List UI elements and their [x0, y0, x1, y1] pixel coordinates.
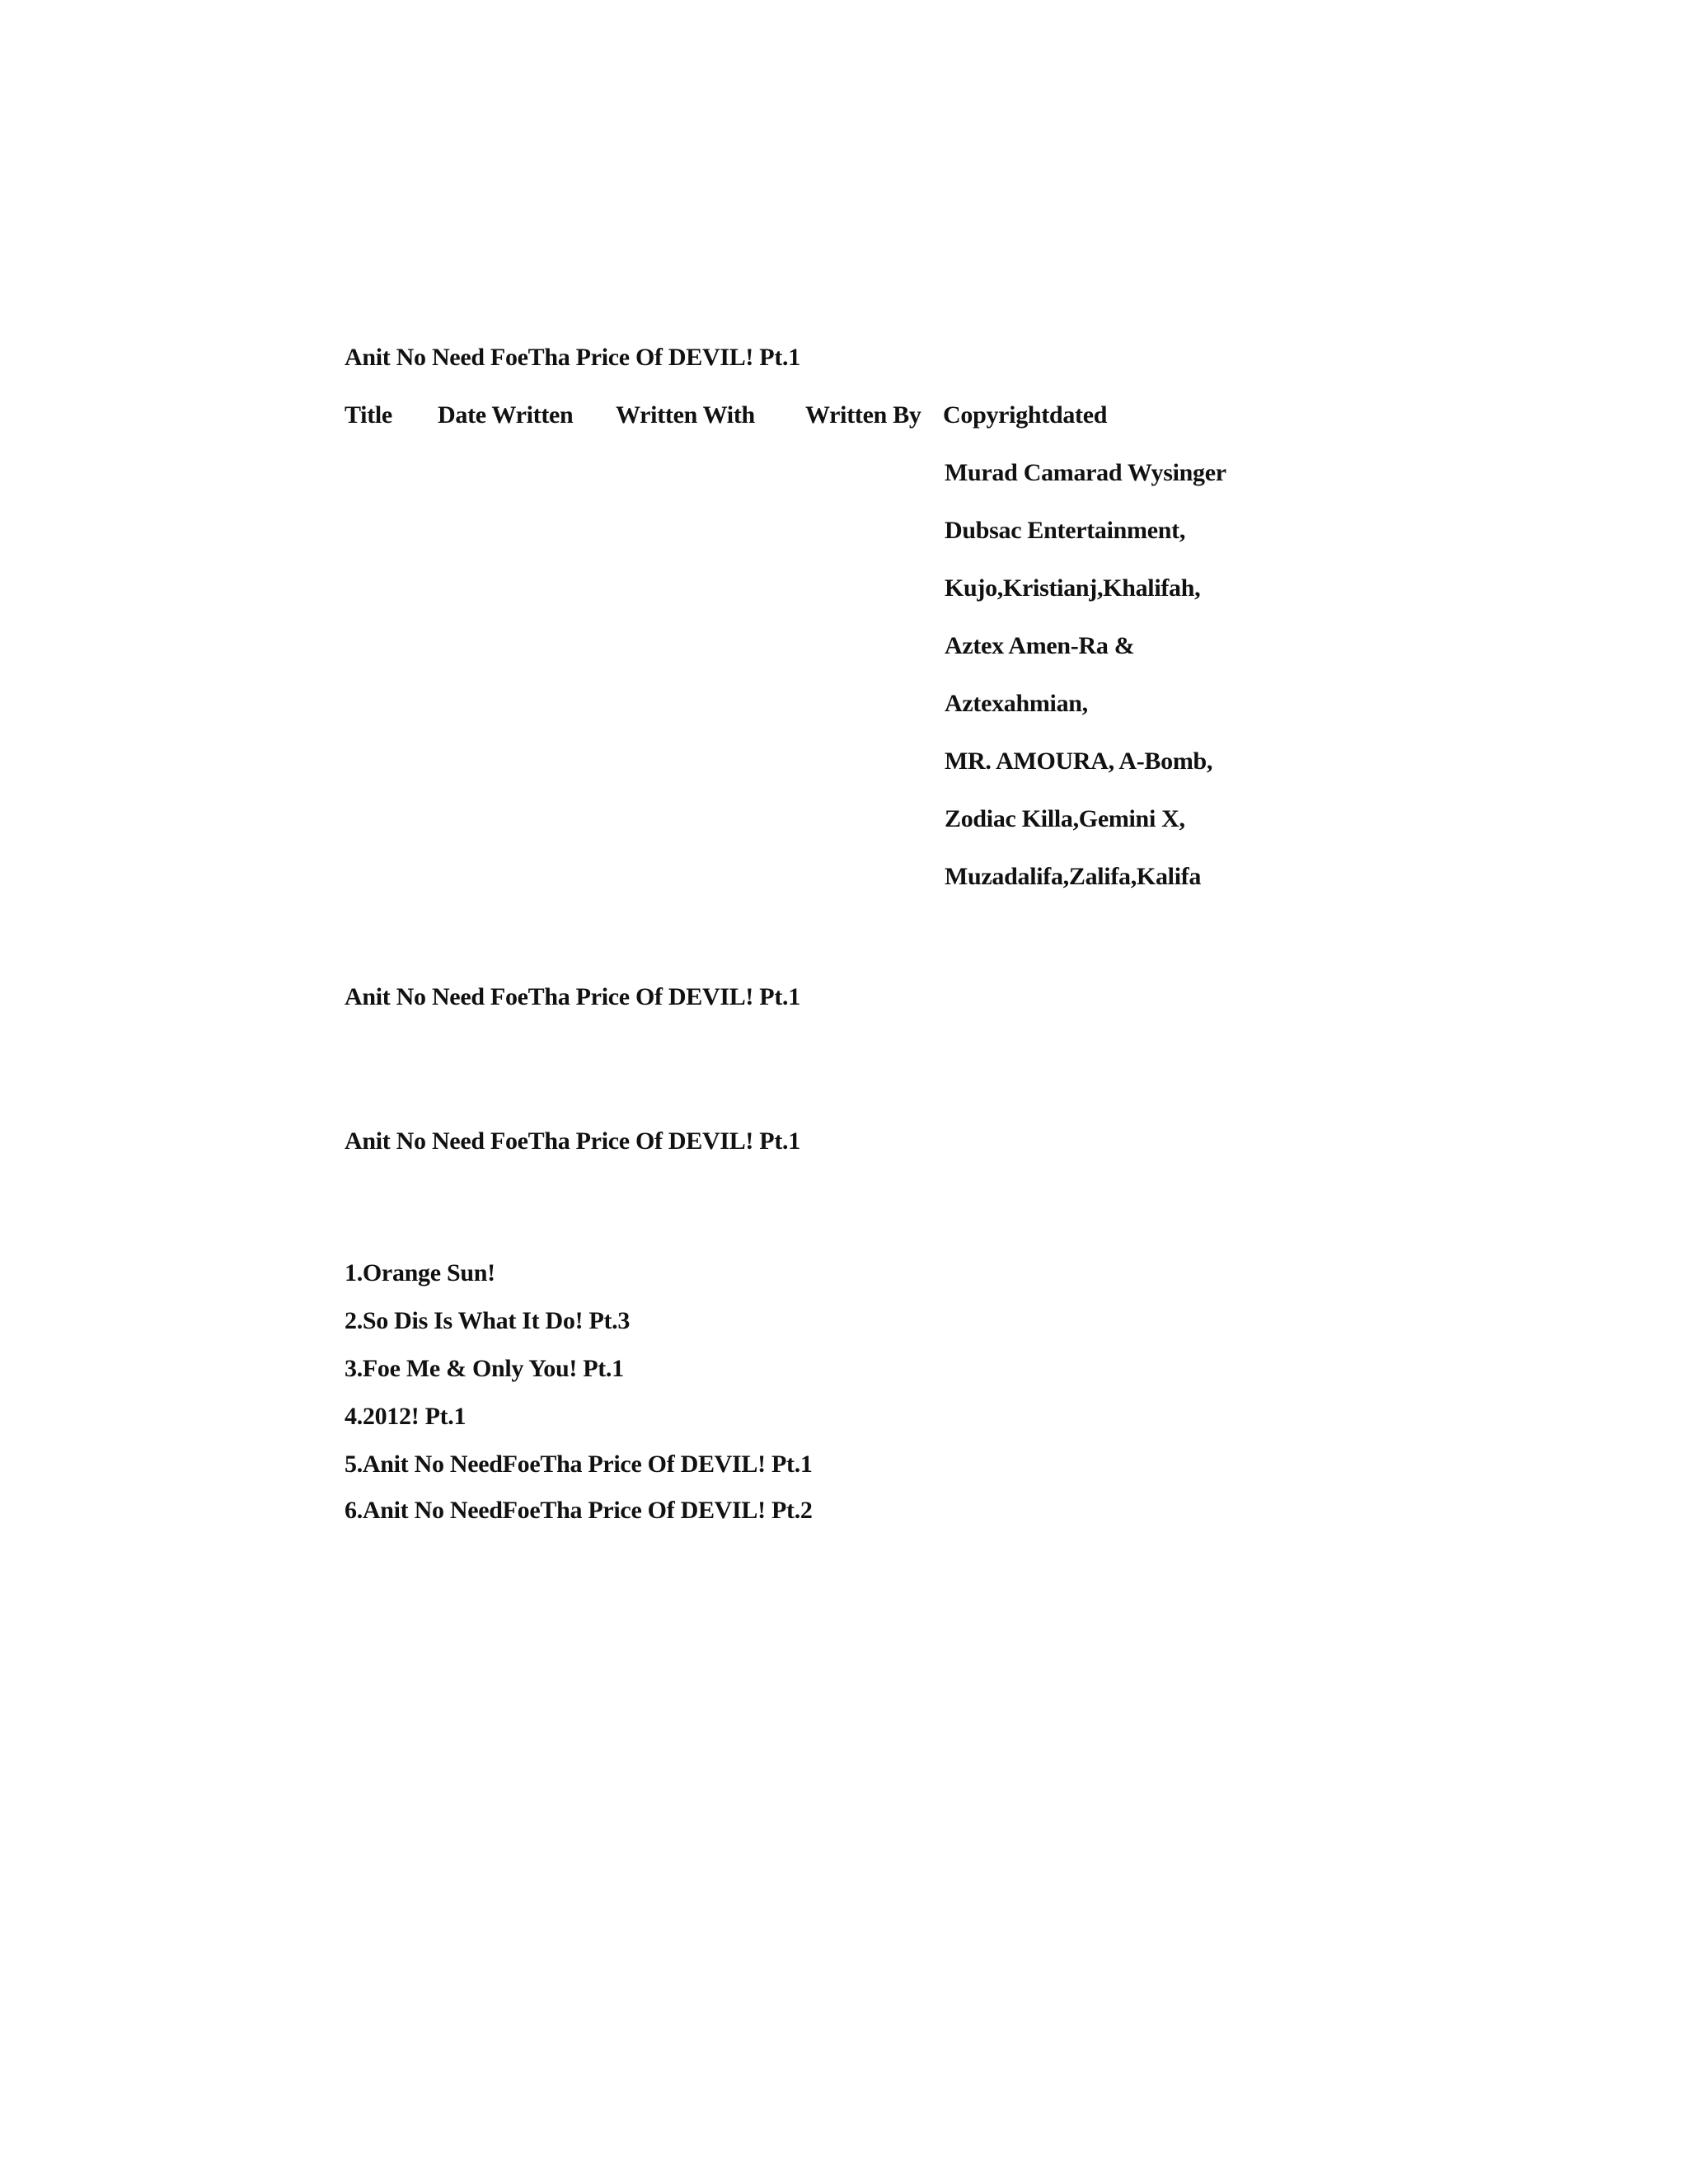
- document-title: Anit No Need FoeTha Price Of DEVIL! Pt.1: [345, 344, 800, 371]
- column-header-copyright: Copyrightdated: [943, 401, 1108, 429]
- track-list-item: 2.So Dis Is What It Do! Pt.3: [345, 1307, 631, 1334]
- credit-line: Kujo,Kristianj,Khalifah,: [945, 574, 1201, 602]
- credit-line: Zodiac Killa,Gemini X,: [945, 805, 1185, 832]
- track-list-item: 6.Anit No NeedFoeTha Price Of DEVIL! Pt.2: [345, 1497, 813, 1524]
- track-list-item: 3.Foe Me & Only You! Pt.1: [345, 1355, 624, 1382]
- credit-line: Dubsac Entertainment,: [945, 517, 1186, 544]
- credit-line: Aztexahmian,: [945, 690, 1088, 717]
- column-header-written-by: Written By: [805, 401, 921, 429]
- title-repeat: Anit No Need FoeTha Price Of DEVIL! Pt.1: [345, 983, 800, 1010]
- credit-line: MR. AMOURA, A-Bomb,: [945, 748, 1213, 775]
- column-header-title: Title: [345, 401, 392, 429]
- credit-line: Aztex Amen-Ra &: [945, 632, 1135, 659]
- track-list-item: 4.2012! Pt.1: [345, 1403, 467, 1430]
- track-list-item: 5.Anit No NeedFoeTha Price Of DEVIL! Pt.1: [345, 1451, 813, 1478]
- title-repeat: Anit No Need FoeTha Price Of DEVIL! Pt.1: [345, 1127, 800, 1155]
- column-header-written-with: Written With: [616, 401, 755, 429]
- credit-line: Muzadalifa,Zalifa,Kalifa: [945, 863, 1202, 890]
- column-header-date-written: Date Written: [438, 401, 574, 429]
- track-list-item: 1.Orange Sun!: [345, 1259, 495, 1286]
- credit-line: Murad Camarad Wysinger: [945, 459, 1226, 486]
